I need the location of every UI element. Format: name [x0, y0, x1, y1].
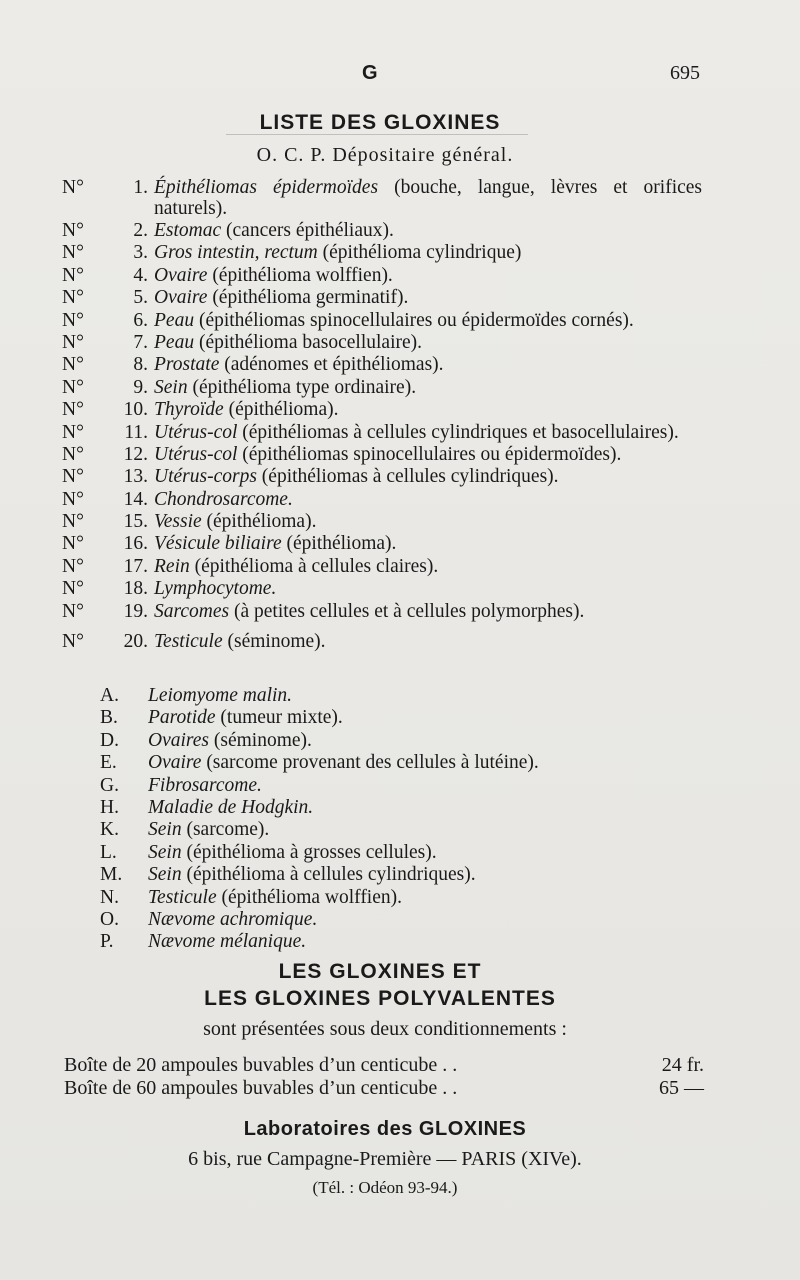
item-organ: Estomac — [154, 219, 222, 241]
item-text — [154, 445, 702, 466]
item-organ: Épithéliomas épidermoïdes — [154, 177, 379, 198]
list-item — [100, 708, 702, 729]
item-text — [154, 288, 702, 309]
item-organ: Testicule — [154, 631, 223, 653]
item-organ: Nævome mélanique. — [148, 931, 307, 953]
item-description: (adénomes et épithéliomas). — [219, 354, 444, 376]
list-item — [62, 445, 702, 466]
list-item — [62, 579, 702, 600]
box-description: Boîte de 60 ampoules buvables d’un centicube . . — [64, 1077, 458, 1099]
list-item — [62, 221, 702, 242]
item-number-prefix: N° — [62, 488, 84, 510]
item-number-prefix: N° — [62, 555, 84, 577]
item-index: 19. — [123, 600, 148, 622]
item-organ: Sarcomes — [154, 600, 230, 622]
item-description: (épithélioma type ordinaire). — [187, 376, 417, 398]
item-text — [154, 534, 702, 555]
item-number-prefix: N° — [62, 264, 84, 286]
section-heading-1: LES GLOXINES ET — [278, 960, 482, 983]
item-text — [154, 378, 702, 399]
item-description: (cancers épithéliaux). — [221, 219, 394, 241]
numbered-product-list — [62, 178, 702, 655]
item-text — [148, 686, 702, 707]
item-text — [154, 632, 702, 653]
item-description: (épithélioma). — [281, 533, 397, 555]
item-description: (à petites cellules et à cellules polymorphes). — [229, 600, 585, 622]
item-text — [154, 333, 702, 354]
list-item — [100, 865, 702, 886]
item-organ: Prostate — [154, 354, 220, 376]
item-description: (épithélioma à cellules claires). — [189, 555, 439, 577]
list-item — [62, 378, 702, 399]
item-organ: Vésicule biliaire — [154, 533, 282, 555]
item-description: (épithéliomas spinocellulaires ou épidermoïdes). — [237, 443, 622, 465]
item-index: M. — [100, 864, 123, 886]
item-organ: Maladie de Hodgkin. — [148, 796, 314, 818]
item-index: 14. — [123, 488, 148, 510]
item-description: (bouche, langue, lèvres et orifices naturels). — [154, 177, 703, 219]
item-description: (sarcome). — [181, 819, 270, 841]
item-description: (séminome). — [222, 631, 326, 653]
item-organ: Thyroïde — [154, 399, 224, 421]
item-index: 17. — [123, 555, 148, 577]
item-organ: Ovaires — [148, 729, 210, 751]
box-price: 65 — — [659, 1077, 704, 1099]
list-item — [62, 266, 702, 287]
item-text — [148, 776, 702, 797]
item-index: 18. — [123, 578, 148, 600]
item-number-prefix: N° — [62, 354, 84, 376]
item-index: O. — [100, 908, 119, 930]
item-text — [154, 400, 702, 421]
item-number-prefix: N° — [62, 421, 84, 443]
item-text — [148, 708, 702, 729]
item-text — [148, 865, 702, 886]
item-index: 7. — [133, 331, 148, 353]
list-item — [100, 798, 702, 819]
list-item — [62, 632, 702, 653]
item-number-prefix: N° — [62, 376, 84, 398]
item-text — [154, 512, 702, 533]
item-text — [154, 467, 702, 488]
item-description: (tumeur mixte). — [215, 707, 343, 729]
item-index: 12. — [123, 443, 148, 465]
item-description: (épithéliomas à cellules cylindriques et basocellulaires). — [237, 421, 679, 443]
item-text — [154, 221, 702, 242]
item-description: (sarcome provenant des cellules à lutéine). — [201, 752, 539, 774]
item-index: 5. — [133, 287, 148, 309]
item-text — [154, 178, 702, 219]
list-item — [100, 910, 702, 931]
item-index: P. — [100, 931, 114, 953]
item-index: 6. — [133, 309, 148, 331]
item-text — [148, 888, 702, 909]
item-number-prefix: N° — [62, 578, 84, 600]
item-number-prefix: N° — [62, 533, 84, 555]
list-item — [62, 288, 702, 309]
item-index: 3. — [133, 242, 148, 264]
list-item — [100, 753, 702, 774]
item-description: (épithélioma). — [223, 399, 339, 421]
item-description: (épithéliomas spinocellulaires ou épidermoïdes cornés). — [194, 309, 634, 331]
item-index: 15. — [123, 511, 148, 533]
item-number-prefix: N° — [62, 331, 84, 353]
item-number-prefix: N° — [62, 600, 84, 622]
lettered-product-list — [100, 686, 702, 955]
item-index: 8. — [133, 354, 148, 376]
item-index: A. — [100, 685, 119, 706]
item-number-prefix: N° — [62, 309, 84, 331]
item-description: (épithélioma). — [201, 511, 317, 533]
item-organ: Peau — [154, 331, 195, 353]
item-description: (séminome). — [209, 729, 312, 751]
item-number-prefix: N° — [62, 466, 84, 488]
item-organ: Fibrosarcome. — [148, 774, 262, 796]
item-number-prefix: N° — [62, 399, 84, 421]
item-organ: Utérus-col — [154, 443, 238, 465]
item-number-prefix: N° — [62, 219, 84, 241]
list-item — [100, 932, 702, 953]
item-text — [154, 243, 702, 264]
item-text — [154, 557, 702, 578]
item-index: 20. — [123, 631, 148, 653]
item-organ: Sein — [148, 841, 182, 863]
item-index: 9. — [133, 376, 148, 398]
laboratory-phone: (Tél. : Odéon 93-94.) — [312, 1178, 458, 1197]
item-organ: Gros intestin, rectum — [154, 242, 318, 264]
item-description: (épithélioma germinatif). — [207, 287, 409, 309]
item-organ: Rein — [154, 555, 190, 577]
list-item — [62, 602, 702, 623]
item-text — [154, 266, 702, 287]
item-index: B. — [100, 707, 118, 729]
item-text — [148, 820, 702, 841]
item-index: G. — [100, 774, 119, 796]
list-item — [100, 776, 702, 797]
item-number-prefix: N° — [62, 287, 84, 309]
item-text — [148, 843, 702, 864]
item-description: (épithélioma à grosses cellules). — [181, 841, 437, 863]
list-item — [62, 243, 702, 264]
item-description: (épithélioma cylindrique) — [317, 242, 522, 264]
section-heading-2: LES GLOXINES POLYVALENTES — [204, 987, 556, 1010]
item-index: 11. — [124, 421, 148, 443]
item-index: 2. — [133, 219, 148, 241]
item-text — [148, 910, 702, 931]
item-text — [154, 490, 702, 511]
item-organ: Lymphocytome. — [154, 578, 277, 600]
laboratory-name: Laboratoires des GLOXINES — [243, 1118, 527, 1140]
list-item — [62, 557, 702, 578]
item-index: 4. — [133, 264, 148, 286]
list-item — [100, 843, 702, 864]
item-index: D. — [100, 729, 119, 751]
list-item — [62, 355, 702, 376]
item-text — [148, 731, 702, 752]
list-item — [62, 490, 702, 511]
item-text — [148, 798, 702, 819]
box-description: Boîte de 20 ampoules buvables d’un centicube . . — [64, 1054, 458, 1076]
item-description: (épithélioma basocellulaire). — [194, 331, 423, 353]
item-text — [154, 311, 702, 332]
item-organ: Sein — [154, 376, 188, 398]
item-organ: Leiomyome malin. — [148, 685, 293, 706]
item-description: (épithéliomas à cellules cylindriques). — [256, 466, 559, 488]
item-organ: Parotide — [148, 707, 216, 729]
item-index: 16. — [123, 533, 148, 555]
item-organ: Sein — [148, 864, 182, 886]
list-item — [100, 731, 702, 752]
item-description: (épithélioma wolffien). — [207, 264, 393, 286]
list-item — [62, 467, 702, 488]
box-price: 24 fr. — [661, 1054, 704, 1076]
list-item — [100, 820, 702, 841]
item-index: 1. — [133, 177, 148, 198]
item-index: L. — [100, 841, 117, 863]
list-item — [62, 512, 702, 533]
page-number: 695 — [670, 62, 700, 84]
item-number-prefix: N° — [62, 511, 84, 533]
page-title: LISTE DES GLOXINES — [259, 111, 501, 134]
item-number-prefix: N° — [62, 443, 84, 465]
item-index: K. — [100, 819, 119, 841]
item-organ: Sein — [148, 819, 182, 841]
item-number-prefix: N° — [62, 177, 84, 198]
list-item — [62, 534, 702, 555]
item-organ: Ovaire — [154, 287, 208, 309]
item-description: (épithélioma wolffien). — [216, 886, 402, 908]
item-organ: Vessie — [154, 511, 202, 533]
section-letter: G — [362, 62, 378, 84]
item-number-prefix: N° — [62, 242, 84, 264]
item-organ: Peau — [154, 309, 195, 331]
item-text — [154, 579, 702, 600]
list-item — [62, 178, 702, 219]
item-organ: Ovaire — [148, 752, 202, 774]
item-index: 13. — [123, 466, 148, 488]
list-item — [100, 888, 702, 909]
item-organ: Utérus-col — [154, 421, 238, 443]
presentation-line: sont présentées sous deux conditionnements : — [203, 1018, 567, 1040]
depositaire-line: O. C. P. Dépositaire général. — [256, 144, 514, 166]
item-text — [154, 602, 702, 623]
item-index: E. — [100, 752, 117, 774]
list-item — [100, 686, 702, 707]
list-item — [62, 333, 702, 354]
list-item — [62, 423, 702, 444]
item-index: 10. — [123, 399, 148, 421]
item-organ: Chondrosarcome. — [154, 488, 293, 510]
item-text — [148, 932, 702, 953]
list-item — [62, 400, 702, 421]
page-header — [0, 62, 800, 92]
list-item — [62, 311, 702, 332]
item-index: H. — [100, 796, 119, 818]
item-index: N. — [100, 886, 119, 908]
item-text — [154, 423, 702, 444]
laboratory-address: 6 bis, rue Campagne-Première — PARIS (XIVe). — [188, 1148, 582, 1170]
item-text — [154, 355, 702, 376]
item-organ: Nævome achromique. — [148, 908, 318, 930]
title-underline — [226, 134, 528, 135]
item-organ: Utérus-corps — [154, 466, 257, 488]
item-organ: Testicule — [148, 886, 217, 908]
item-organ: Ovaire — [154, 264, 208, 286]
item-text — [148, 753, 702, 774]
item-description: (épithélioma à cellules cylindriques). — [181, 864, 476, 886]
item-number-prefix: N° — [62, 631, 84, 653]
